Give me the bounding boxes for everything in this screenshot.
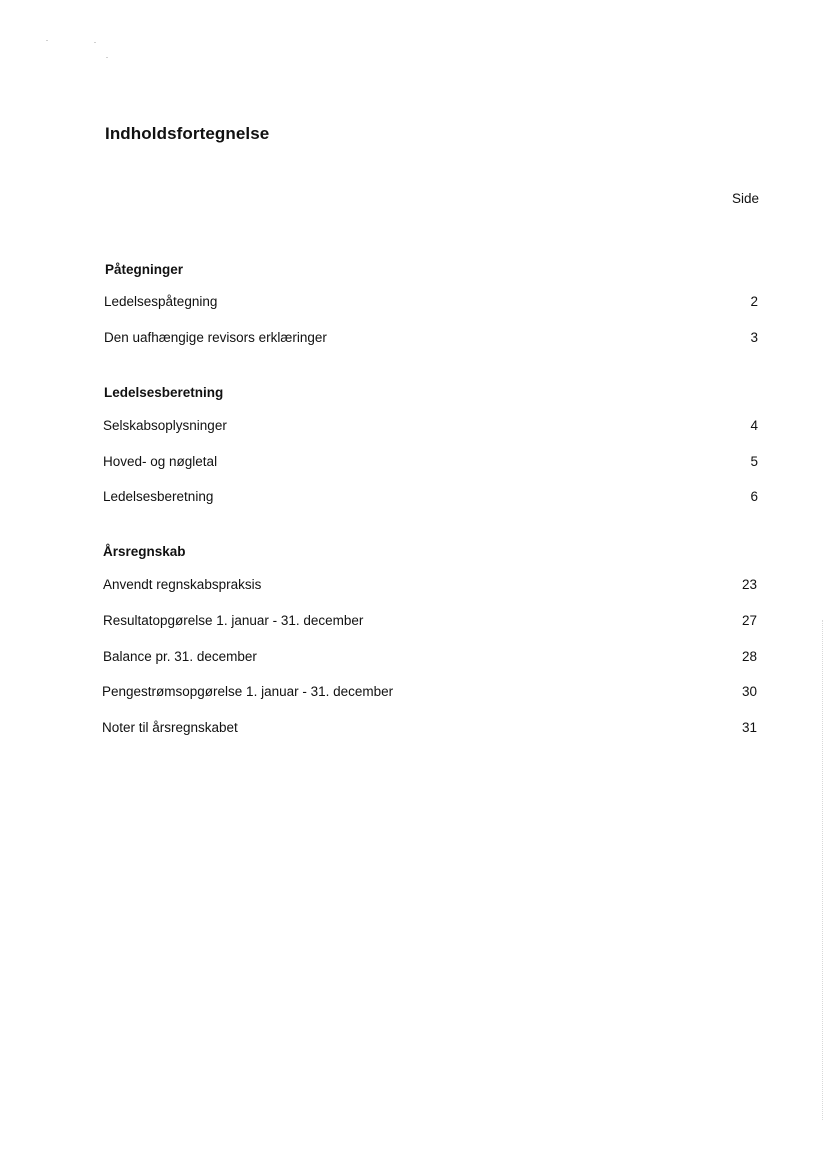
toc-entry-label: Ledelsesberetning [103, 489, 214, 504]
toc-entry-label: Hoved- og nøgletal [103, 454, 218, 469]
scan-speck [106, 57, 108, 58]
toc-entry-label: Selskabsoplysninger [103, 418, 227, 433]
toc-entry-label: Pengestrømsopgørelse 1. januar - 31. december [102, 684, 394, 699]
toc-entry-label: Balance pr. 31. december [103, 649, 257, 664]
toc-entry-page: 27 [741, 613, 757, 628]
toc-row [0, 649, 827, 667]
toc-row [0, 684, 827, 702]
toc-entry-page: 31 [741, 720, 757, 735]
toc-entry-label: Ledelsespåtegning [104, 294, 218, 309]
toc-entry-page: 30 [741, 684, 757, 699]
toc-row [0, 613, 827, 631]
toc-row [0, 418, 827, 436]
toc-entry-page: 4 [750, 418, 758, 433]
page-column-header: Side [731, 191, 759, 206]
toc-entry-page: 2 [750, 294, 758, 309]
toc-section-heading: Ledelsesberetning [104, 385, 224, 400]
page-title: Indholdsfortegnelse [105, 124, 270, 143]
toc-row [0, 489, 827, 507]
scan-speck [94, 42, 96, 43]
toc-entry-page: 3 [750, 330, 758, 345]
toc-entry-label: Resultatopgørelse 1. januar - 31. december [103, 613, 364, 628]
toc-entry-label: Noter til årsregnskabet [102, 720, 238, 735]
toc-entry-page: 28 [741, 649, 757, 664]
toc-entry-page: 23 [741, 577, 757, 592]
toc-entry-page: 6 [750, 489, 758, 504]
toc-row [0, 720, 827, 738]
toc-entry-label: Den uafhængige revisors erklæringer [104, 330, 327, 345]
toc-section-heading: Årsregnskab [103, 544, 186, 559]
toc-row [0, 454, 827, 472]
toc-row [0, 577, 827, 595]
toc-row [0, 330, 827, 348]
toc-section-heading: Påtegninger [105, 262, 184, 277]
toc-row [0, 294, 827, 312]
toc-entry-page: 5 [750, 454, 758, 469]
scan-speck [46, 40, 48, 41]
toc-entry-label: Anvendt regnskabspraksis [103, 577, 262, 592]
